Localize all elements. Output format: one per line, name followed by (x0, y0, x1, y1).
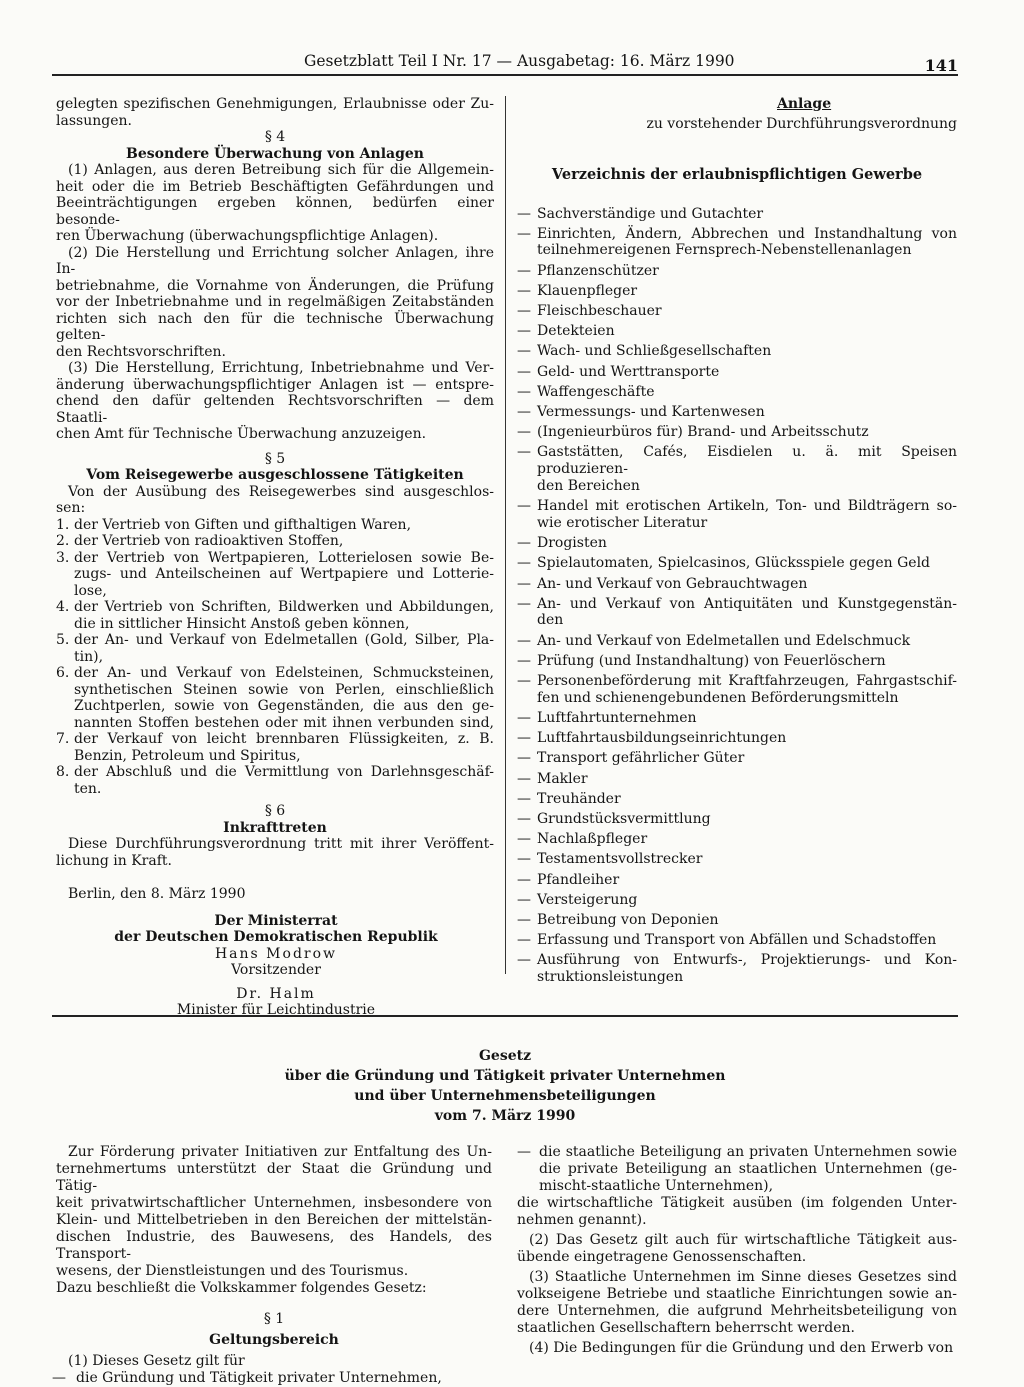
list-item (517, 912, 957, 929)
dash-marker: — (517, 363, 531, 380)
list-item (517, 872, 957, 889)
text-line: tin), (74, 648, 104, 665)
text-line: richten sich nach den für die technische Überwachung gelten- (56, 310, 494, 343)
text-line: der An- und Verkauf von Edelmetallen (Gold, Silber, Pla- (74, 632, 494, 648)
item-number: 3. (56, 549, 70, 566)
list-item (517, 791, 957, 808)
dash-marker: — (517, 750, 531, 767)
item-number: 6. (56, 665, 70, 681)
text-line: wie erotischer Literatur (537, 514, 708, 531)
text-line: den Rechtsvorschriften. (56, 343, 227, 360)
section-title: Besondere Überwachung von Anlagen (126, 145, 424, 162)
list-title: Verzeichnis der erlaubnispflichtigen Gewerbe (551, 166, 923, 183)
annex-subtitle: zu vorstehender Durchführungsverordnung (646, 115, 957, 132)
section-rule (52, 1015, 958, 1017)
list-item (517, 771, 957, 788)
text-line: (4) Die Bedingungen für die Gründung und den Erwerb von (529, 1340, 954, 1356)
signatory-name: Dr. Halm (236, 985, 316, 1002)
section-number: § 6 (264, 803, 286, 819)
list-item (517, 710, 957, 727)
list-item (517, 750, 957, 767)
text-line: nehmen genannt). (517, 1212, 647, 1228)
list-item (517, 384, 957, 401)
text-line: dischen Industrie, des Bauwesens, des Handels, des Transport- (56, 1229, 492, 1262)
header-rule (52, 74, 958, 76)
list-item (517, 831, 957, 848)
text-line: Geld- und Werttransporte (537, 363, 720, 380)
text-line: staatlichen Gesellschaftern beherrscht werden. (517, 1320, 855, 1336)
text-line: Sachverständige und Gutachter (537, 205, 764, 222)
list-item (56, 632, 494, 665)
text-line: änderung überwachungspflichtiger Anlagen ist — entspre- (56, 376, 494, 393)
list-item (517, 892, 957, 909)
list-item (517, 1144, 957, 1195)
law-title-line: Gesetz (478, 1048, 532, 1064)
section-title: Vom Reisegewerbe ausgeschlossene Tätigkeiten (86, 467, 464, 483)
signature-org: der Deutschen Demokratischen Republik (114, 929, 438, 945)
item-number: 4. (56, 599, 70, 615)
list-item (517, 851, 957, 868)
text-line: Waffengeschäfte (537, 383, 655, 400)
law-date: vom 7. März 1990 (434, 1108, 576, 1124)
text-line: Vermessungs- und Kartenwesen (537, 403, 765, 420)
text-line: Betreibung von Deponien (537, 911, 719, 928)
list-item (517, 535, 957, 552)
list-item (517, 653, 957, 670)
text-line: Beeinträchtigungen ergeben können, bedürfen einer besonde- (56, 195, 494, 228)
list-item (517, 283, 957, 300)
text-line: lose, (74, 582, 107, 599)
dash-marker: — (517, 323, 531, 340)
list-item (56, 665, 494, 731)
section-number: § 4 (264, 129, 286, 145)
text-line: Versteigerung (537, 891, 638, 908)
page-number: 141 (924, 56, 958, 75)
list-item (52, 1370, 492, 1387)
text-line: Benzin, Petroleum und Spiritus, (74, 747, 301, 764)
text-line: (1) Dieses Gesetz gilt für (68, 1353, 245, 1369)
dash-marker: — (517, 383, 531, 400)
column-divider (505, 96, 506, 974)
dash-marker: — (517, 498, 531, 515)
dash-marker: — (517, 205, 531, 222)
text-line: (3) Die Herstellung, Errichtung, Inbetriebnahme und Ver- (68, 360, 494, 376)
text-line: den (537, 612, 564, 629)
running-header: Gesetzblatt Teil I Nr. 17 — Ausgabetag: 16. März 1990 (304, 52, 735, 70)
signature-org: Der Ministerrat (214, 912, 338, 929)
dash-marker: — (517, 225, 531, 242)
dash-marker: — (517, 770, 531, 787)
dash-marker: — (517, 575, 531, 592)
list-item (517, 811, 957, 828)
section-title: Inkrafttreten (223, 819, 327, 836)
text-line: ten. (74, 780, 102, 797)
text-line: der Vertrieb von radioaktiven Stoffen, (74, 533, 344, 549)
text-line: Grundstücksvermittlung (537, 810, 711, 827)
text-line: (2) Die Herstellung und Errichtung solcher Anlagen, ihre In- (56, 244, 494, 277)
text-line: den Bereichen (537, 477, 640, 494)
list-item (517, 498, 957, 532)
dash-marker: — (517, 652, 531, 669)
text-line: die wirtschaftliche Tätigkeit ausüben (im folgenden Unter- (517, 1195, 957, 1211)
text-line: betriebnahme, die Vornahme von Änderungen, die Prüfung (56, 277, 494, 294)
dash-marker: — (517, 932, 531, 949)
list-item (517, 226, 957, 260)
dash-marker: — (517, 891, 531, 908)
text-line: Ausführung von Entwurfs-, Projektierungs- und Kon- (537, 952, 957, 969)
text-line: Handel mit erotischen Artikeln, Ton- und Bildträgern so- (537, 498, 957, 515)
dash-marker: — (517, 535, 531, 552)
signatory-name: Hans Modrow (214, 945, 338, 962)
law-right-column (517, 1144, 957, 1357)
dash-marker: — (517, 831, 531, 848)
list-item (56, 550, 494, 600)
section-title: Geltungsbereich (209, 1332, 339, 1348)
list-item (517, 576, 957, 593)
text-line: lassungen. (56, 112, 132, 129)
text-line: nannten Stoffen bestehen oder mit ihnen verbunden sind, (74, 714, 494, 731)
dash-marker: — (517, 262, 531, 279)
list-item (517, 323, 957, 340)
left-column (56, 96, 494, 1019)
list-item (517, 555, 957, 572)
list-item (517, 206, 957, 223)
section-number: § 5 (264, 450, 286, 467)
dash-marker: — (517, 403, 531, 420)
text-line: synthetischen Steinen sowie von Perlen, einschließlich (74, 681, 494, 698)
text-line: Luftfahrtunternehmen (537, 710, 697, 727)
text-line: Klauenpfleger (537, 282, 638, 299)
text-line: mischt-staatliche Unternehmen), (539, 1178, 774, 1194)
text-line: die private Beteiligung an staatlichen Unternehmen (ge- (539, 1161, 957, 1177)
right-column (517, 96, 957, 986)
list-item (517, 596, 957, 630)
list-item (517, 424, 957, 441)
text-line: Detekteien (537, 323, 615, 340)
text-line: lichung in Kraft. (56, 852, 172, 869)
dash-marker: — (517, 595, 531, 612)
dash-marker: — (517, 810, 531, 827)
text-line: teilnehmereigenen Fernsprech-Nebenstellenanlagen (537, 242, 912, 259)
list-item (56, 599, 494, 632)
law-title-line: über die Gründung und Tätigkeit privater Unternehmen (284, 1068, 726, 1084)
text-line: chen Amt für Technische Überwachung anzuzeigen. (56, 426, 427, 442)
text-line: Einrichten, Ändern, Abbrechen und Instandhaltung von (537, 225, 957, 242)
text-line: gelegten spezifischen Genehmigungen, Erlaubnisse oder Zu- (56, 96, 494, 112)
text-line: Luftfahrtausbildungseinrichtungen (537, 730, 787, 747)
text-line: Personenbeförderung mit Kraftfahrzeugen, Fahrgastschif- (537, 673, 957, 690)
dash-marker: — (517, 851, 531, 868)
list-item (517, 364, 957, 381)
text-line: Erfassung und Transport von Abfällen und Schadstoffen (537, 932, 937, 949)
dash-marker: — (517, 1144, 531, 1160)
dash-marker: — (517, 952, 531, 969)
text-line: der Vertrieb von Giften und gifthaltigen Waren, (74, 516, 412, 533)
text-line: übende eingetragene Genossenschaften. (517, 1249, 807, 1265)
item-number: 1. (56, 516, 70, 533)
trade-list (517, 206, 957, 986)
list-item (517, 263, 957, 280)
text-line: (2) Das Gesetz gilt auch für wirtschaftliche Tätigkeit aus- (529, 1232, 957, 1248)
text-line: vor der Inbetriebnahme und in regelmäßigen Zeitabständen (56, 294, 494, 310)
dash-marker: — (517, 282, 531, 299)
text-line: der Abschluß und die Vermittlung von Darlehnsgeschäf- (74, 764, 494, 780)
law-title (150, 1046, 860, 1126)
list-item (56, 731, 494, 764)
page-header (52, 48, 958, 76)
item-number: 5. (56, 632, 70, 648)
paragraph-2 (56, 245, 494, 361)
dash-marker: — (517, 673, 531, 690)
dash-marker: — (517, 303, 531, 320)
paragraph-1 (56, 162, 494, 245)
text-line: der Vertrieb von Wertpapieren, Lotterielosen sowie Be- (74, 549, 494, 566)
list-item (517, 444, 957, 494)
list-item (56, 533, 494, 550)
text-line: Zur Förderung privater Initiativen zur Entfaltung des Un- (68, 1144, 492, 1160)
text-line: Gaststätten, Cafés, Eisdielen u. ä. mit Speisen produzieren- (537, 444, 957, 478)
dash-marker: — (517, 343, 531, 360)
list-item (517, 952, 957, 986)
text-line: Von der Ausübung des Reisegewerbes sind ausgeschlos- (68, 483, 494, 500)
list-item (517, 343, 957, 360)
text-line: (3) Staatliche Unternehmen im Sinne dieses Gesetzes sind (529, 1269, 957, 1285)
list-item (517, 633, 957, 650)
dash-marker: — (52, 1370, 66, 1386)
signatory-role: Minister für Leichtindustrie (176, 1002, 376, 1018)
text-line: volkseigene Betriebe und staatliche Einrichtungen sowie an- (517, 1286, 957, 1302)
text-line: Transport gefährlicher Güter (537, 750, 745, 767)
item-number: 7. (56, 731, 70, 747)
text-line: chend den dafür geltenden Rechtsvorschriften — dem Staatli- (56, 393, 494, 426)
text-line: An- und Verkauf von Gebrauchtwagen (537, 575, 808, 592)
item-number: 8. (56, 764, 70, 780)
list-item (517, 730, 957, 747)
text-line: Pflanzenschützer (537, 262, 659, 279)
text-line: Klein- und Mittelbetrieben in den Bereichen der mittelstän- (56, 1212, 492, 1228)
text-line: ren Überwachung (überwachungspflichtige Anlagen). (56, 228, 439, 244)
law-title-line: und über Unternehmensbeteiligungen (354, 1088, 656, 1104)
text-line: die in sittlicher Hinsicht Anstoß geben können, (74, 615, 410, 632)
list-item (517, 303, 957, 320)
text-line: Makler (537, 770, 588, 787)
dash-marker: — (517, 730, 531, 747)
dash-marker: — (517, 444, 531, 461)
dash-marker: — (517, 911, 531, 928)
text-line: Testamentsvollstrecker (537, 851, 703, 868)
dash-marker: — (517, 632, 531, 649)
text-line: dere Unternehmen, die aufgrund Mehrheitsbeteiligung von (517, 1303, 957, 1319)
signature-block (96, 913, 456, 1019)
dash-marker: — (517, 710, 531, 727)
text-line: heit oder die im Betrieb Beschäftigten Gefährdungen und (56, 178, 494, 195)
place-date: Berlin, den 8. März 1990 (68, 886, 246, 902)
annex-title: Anlage (777, 96, 832, 112)
dash-marker: — (517, 790, 531, 807)
text-line: Fleischbeschauer (537, 303, 662, 320)
text-line: zugs- und Anteilscheinen auf Wertpapiere und Lotterie- (74, 566, 494, 582)
text-line: struktionsleistungen (537, 969, 684, 986)
text-line: Diese Durchführungsverordnung tritt mit ihrer Veröffent- (68, 836, 494, 852)
law-left-column (52, 1144, 492, 1387)
text-line: der An- und Verkauf von Edelsteinen, Schmucksteinen, (74, 665, 494, 681)
list-item (517, 932, 957, 949)
text-line: keit privatwirtschaftlicher Unternehmen, insbesondere von (56, 1195, 492, 1211)
text-line: fen und schienengebundenen Beförderungsmitteln (537, 689, 899, 706)
text-line: An- und Verkauf von Edelmetallen und Edelschmuck (537, 632, 911, 649)
dash-marker: — (517, 555, 531, 572)
text-line: wesens, der Dienstleistungen und des Tourismus. (56, 1263, 409, 1279)
text-line: Treuhänder (537, 790, 621, 807)
text-line: Nachlaßpfleger (537, 831, 648, 848)
text-line: Prüfung (und Instandhaltung) von Feuerlöschern (537, 652, 886, 669)
section-number: § 1 (263, 1311, 285, 1327)
text-line: Drogisten (537, 535, 607, 552)
text-line: der Vertrieb von Schriften, Bildwerken und Abbildungen, (74, 599, 494, 615)
text-line: (1) Anlagen, aus deren Betreibung sich für die Allgemein- (68, 162, 494, 178)
text-line: Spielautomaten, Spielcasinos, Glücksspiele gegen Geld (537, 555, 931, 572)
text-line: ternehmertums unterstützt der Staat die Gründung und Tätig- (56, 1161, 492, 1194)
text-line: Dazu beschließt die Volkskammer folgendes Gesetz: (56, 1280, 427, 1296)
text-line: An- und Verkauf von Antiquitäten und Kunstgegenstän- (537, 595, 957, 612)
text-line: Zuchtperlen, sowie von Gegenständen, die aus den ge- (74, 698, 494, 714)
text-line: (Ingenieurbüros für) Brand- und Arbeitsschutz (537, 424, 869, 441)
item-number: 2. (56, 533, 70, 549)
dash-marker: — (517, 871, 531, 888)
text-line: Pfandleiher (537, 871, 620, 888)
list-item (56, 517, 494, 534)
signatory-role: Vorsitzender (231, 962, 321, 978)
list-item (56, 764, 494, 797)
list-item (517, 673, 957, 707)
paragraph-3 (56, 360, 494, 443)
text-line: der Verkauf von leicht brennbaren Flüssigkeiten, z. B. (74, 731, 494, 747)
text-line: sen: (56, 500, 86, 516)
list-item (517, 404, 957, 421)
dash-marker: — (517, 424, 531, 441)
text-line: Wach- und Schließgesellschaften (537, 343, 772, 360)
text-line: die Gründung und Tätigkeit privater Unternehmen, (76, 1370, 442, 1386)
text-line: die staatliche Beteiligung an privaten Unternehmen sowie (539, 1144, 957, 1160)
